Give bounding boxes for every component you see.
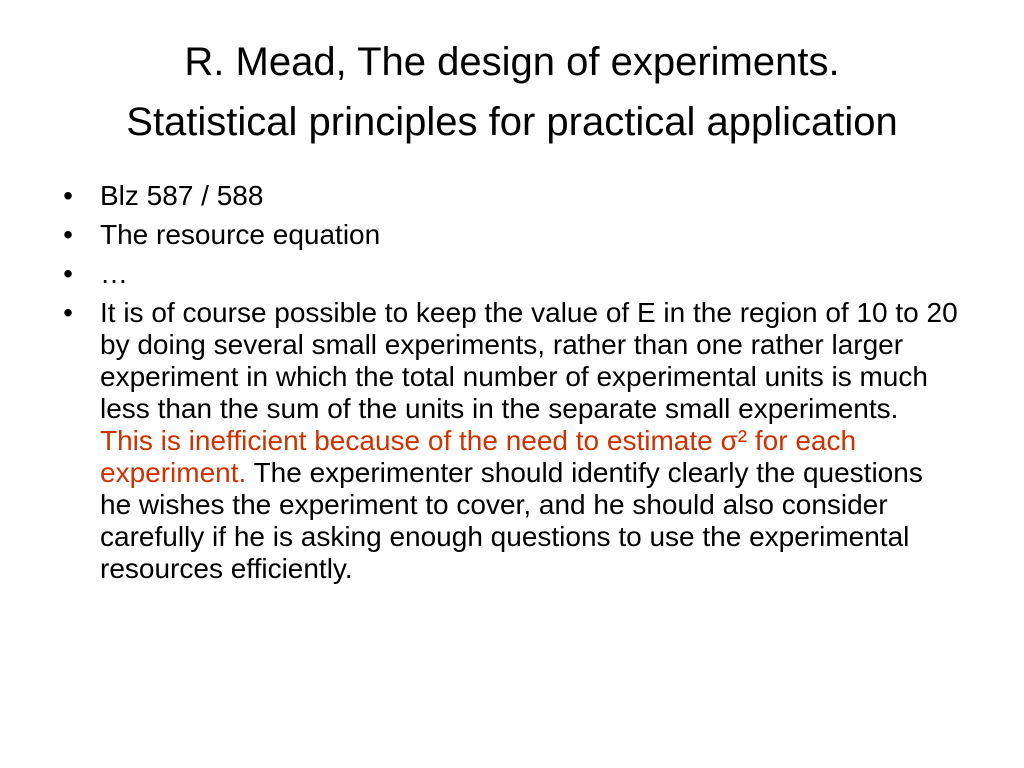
bullet-list (58, 180, 958, 592)
bullet-text: … (100, 258, 128, 289)
bullet-text: The resource equation (100, 219, 381, 250)
bullet-dot-icon: • (63, 297, 73, 328)
bullet-dot-icon: • (63, 219, 73, 250)
slide-title (40, 32, 984, 152)
bullet-item (58, 297, 958, 585)
bullet-text-paragraph (100, 297, 958, 584)
title-line-2: Statistical principles for practical application (126, 100, 898, 144)
highlighted-quote-text: This is inefficient because of the need to estimate σ² for each experiment. (100, 425, 857, 488)
bullet-text: Blz 587 / 588 (100, 180, 264, 211)
quote-text-continued: The experimenter should identify clearly the questions he wishes the experiment to cover, and he should also consider carefully if he is asking enough questions to use the experimental resources efficiently. (100, 457, 923, 584)
bullet-item (58, 180, 958, 212)
bullet-item (58, 258, 958, 290)
bullet-dot-icon: • (63, 258, 73, 289)
title-line-1: R. Mead, The design of experiments. (184, 40, 840, 84)
bullet-dot-icon: • (63, 180, 73, 211)
quote-text: It is of course possible to keep the value of E in the region of 10 to 20 by doing several small experiments, rather than one rather larger experiment in which the total number of experimental units is much less than the sum of the units in the separate small experiments. (100, 297, 958, 424)
bullet-item (58, 219, 958, 251)
